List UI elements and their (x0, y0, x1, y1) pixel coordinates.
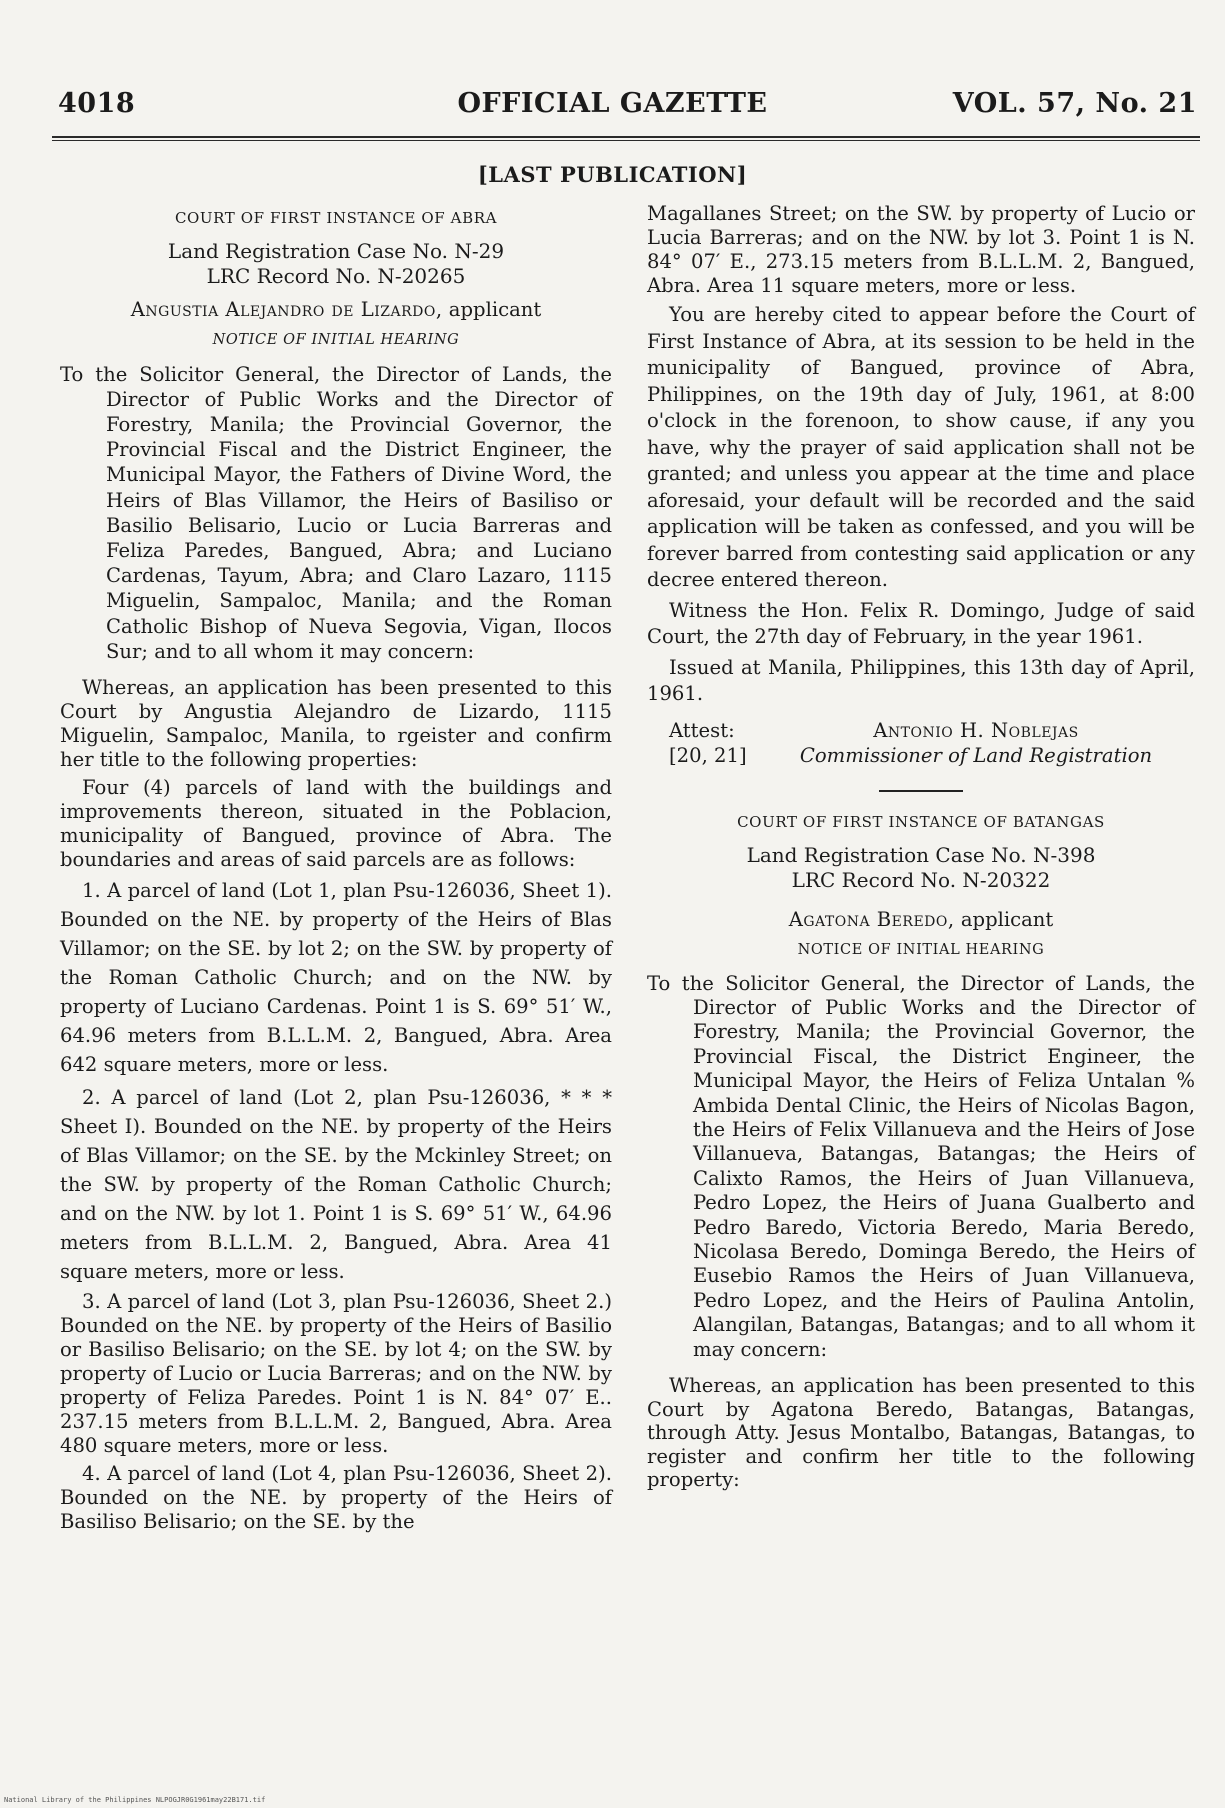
issue-reference: [20, 21] (669, 743, 747, 767)
applicant-suffix: applicant (448, 298, 542, 322)
parcel-3: 3. A parcel of land (Lot 3, plan Psu-126036, Sheet 2.) Bounded on the NE. by property of the Heirs of Basilio or Basiliso Belisario; on the SE. by lot 4; on the SW. by property of Lucio or Lucia Barreras; and on the NW. by property of Feliza Paredes. Point 1 is N. 84° 07′ E.. 237.15 meters from B.L.L.M. 2, Bangued, Abra. Area 480 square meters, more or less. (60, 1290, 612, 1458)
publication-label: [LAST PUBLICATION] (477, 162, 748, 187)
publication-title: OFFICIAL GAZETTE (457, 88, 768, 119)
signatory-name: Antonio H. Noblejas (873, 718, 1079, 742)
header-rule-thin (52, 140, 1200, 141)
addressees-2: To the Solicitor General, the Director of Lands, the Director of Public Works and the Director of Forestry, Manila; the Provincial Governor, the Provincial Fiscal, the District Engineer, the Municipal Mayor, the Heirs of Feliza Untalan % Ambida Dental Clinic, the Heirs of Nicolas Bagon, the Heirs of Felix Villanueva and the Heirs of Jose Villanueva, Batangas, Batangas; the Heirs of Calixto Ramos, the Heirs of Juan Villanueva, Pedro Lopez, the Heirs of Juana Gualberto and Pedro Baredo, Victoria Beredo, Maria Beredo, Nicolasa Beredo, Dominga Beredo, the Heirs of Eusebio Ramos the Heirs of Juan Villanueva, Pedro Lopez, and the Heirs of Paulina Antolin, Alangilan, Batangas, Batangas; and to all whom it may concern: (647, 971, 1195, 1361)
applicant-suffix-2: applicant (960, 908, 1054, 932)
signatory-title: Commissioner of Land Registration (799, 743, 1153, 767)
attest-left (647, 718, 757, 768)
right-column (647, 202, 1195, 1496)
section-divider (879, 790, 963, 792)
attestation (647, 718, 1195, 768)
parcel-2: 2. A parcel of land (Lot 2, plan Psu-126036, * * * Sheet I). Bounded on the NE. by property of the Heirs of Blas Villamor; on the SE. by the Mckinley Street; on the SW. by property of the Roman Catholic Church; and on the NW. by lot 1. Point 1 is S. 69° 51′ W., 64.96 meters from B.L.L.M. 2, Bangued, Abra. Area 41 square meters, more or less. (60, 1086, 612, 1284)
left-column (60, 206, 612, 1538)
addressees: To the Solicitor General, the Director of Lands, the Director of Public Works and the Director of Forestry, Manila; the Provincial Governor, the Provincial Fiscal and the District Engineer, the Municipal Mayor, the Fathers of Divine Word, the Heirs of Blas Villamor, the Heirs of Basiliso or Basilio Belisario, Lucio or Lucia Barreras and Feliza Paredes, Bangued, Abra; and Luciano Cardenas, Tayum, Abra; and Claro Lazaro, 1115 Miguelin, Sampaloc, Manila; and the Roman Catholic Bishop of Nueva Segovia, Vigan, Ilocos Sur; and to all whom it may concern: (60, 362, 612, 663)
record-number-2: LRC Record No. N-20322 (791, 868, 1051, 893)
parcel-4-continued: Magallanes Street; on the SW. by property of Lucio or Lucia Barreras; and on the NW. by lot 3. Point 1 is N. 84° 07′ E., 273.15 meters from B.L.L.M. 2, Bangued, Abra. Area 11 square meters, more or less. (647, 202, 1195, 297)
record-number: LRC Record No. N-20265 (206, 264, 466, 289)
case-number-2: Land Registration Case No. N-398 (746, 843, 1096, 868)
attest-label: Attest: (669, 718, 735, 742)
parcels-intro: Four (4) parcels of land with the buildings and improvements thereon, situated in the Poblacion, municipality of Bangued, province of Abra. The boundaries and areas of said parcels are as follows: (60, 776, 612, 872)
applicant-line (60, 297, 612, 322)
page-number: 4018 (58, 88, 136, 119)
court-heading-2: COURT OF FIRST INSTANCE OF BATANGAS (737, 812, 1105, 831)
whereas-paragraph-2: Whereas, an application has been presented to this Court by Agatona Beredo, Batangas, Batangas, through Atty. Jesus Montalbo, Batangas, Batangas, to register and confirm her title to the following property: (647, 1374, 1195, 1492)
volume-number: VOL. 57, No. 21 (952, 88, 1197, 119)
issued-paragraph: Issued at Manila, Philippines, this 13th day of April, 1961. (647, 655, 1195, 705)
applicant-line-2 (647, 907, 1195, 932)
case-number: Land Registration Case No. N-29 (167, 239, 505, 264)
applicant-name-2: Agatona Beredo, (788, 908, 955, 932)
header-rule (52, 136, 1200, 138)
notice-title: NOTICE OF INITIAL HEARING (212, 332, 460, 349)
attest-right (757, 718, 1195, 768)
whereas-paragraph: Whereas, an application has been presented to this Court by Angustia Alejandro de Lizardo, 1115 Miguelin, Sampaloc, Manila, to rgeister and confirm her title to the following properties: (60, 676, 612, 772)
witness-paragraph: Witness the Hon. Felix R. Domingo, Judge of said Court, the 27th day of February, in the year 1961. (647, 598, 1195, 648)
parcel-1: 1. A parcel of land (Lot 1, plan Psu-126036, Sheet 1). Bounded on the NE. by property of the Heirs of Blas Villamor; on the SE. by lot 2; on the SW. by property of the Roman Catholic Church; and on the NW. by property of Luciano Cardenas. Point 1 is S. 69° 51′ W., 64.96 meters from B.L.L.M. 2, Bangued, Abra. Area 642 square meters, more or less. (60, 879, 612, 1077)
parcel-4: 4. A parcel of land (Lot 4, plan Psu-126036, Sheet 2). Bounded on the NE. by property of the Heirs of Basiliso Belisario; on the SE. by the (60, 1462, 612, 1534)
scan-footer: National Library of the Philippines NLPOGJR0G1961may22B171.tif (4, 1796, 266, 1804)
court-heading: COURT OF FIRST INSTANCE OF ABRA (174, 209, 498, 227)
cited-paragraph: You are hereby cited to appear before the Court of First Instance of Abra, at its session to be held in the municipality of Bangued, province of Abra, Philippines, on the 19th day of July, 1961, at 8:00 o'clock in the forenoon, to show cause, if any you have, why the prayer of said application shall not be granted; and unless you appear at the time and place aforesaid, your default will be recorded and the said application will be taken as confessed, and you will be forever barred from contesting said application or any decree entered thereon. (647, 303, 1195, 591)
applicant-name: Angustia Alejandro de Lizardo, (130, 298, 443, 322)
notice-title-2: NOTICE OF INITIAL HEARING (797, 942, 1045, 959)
